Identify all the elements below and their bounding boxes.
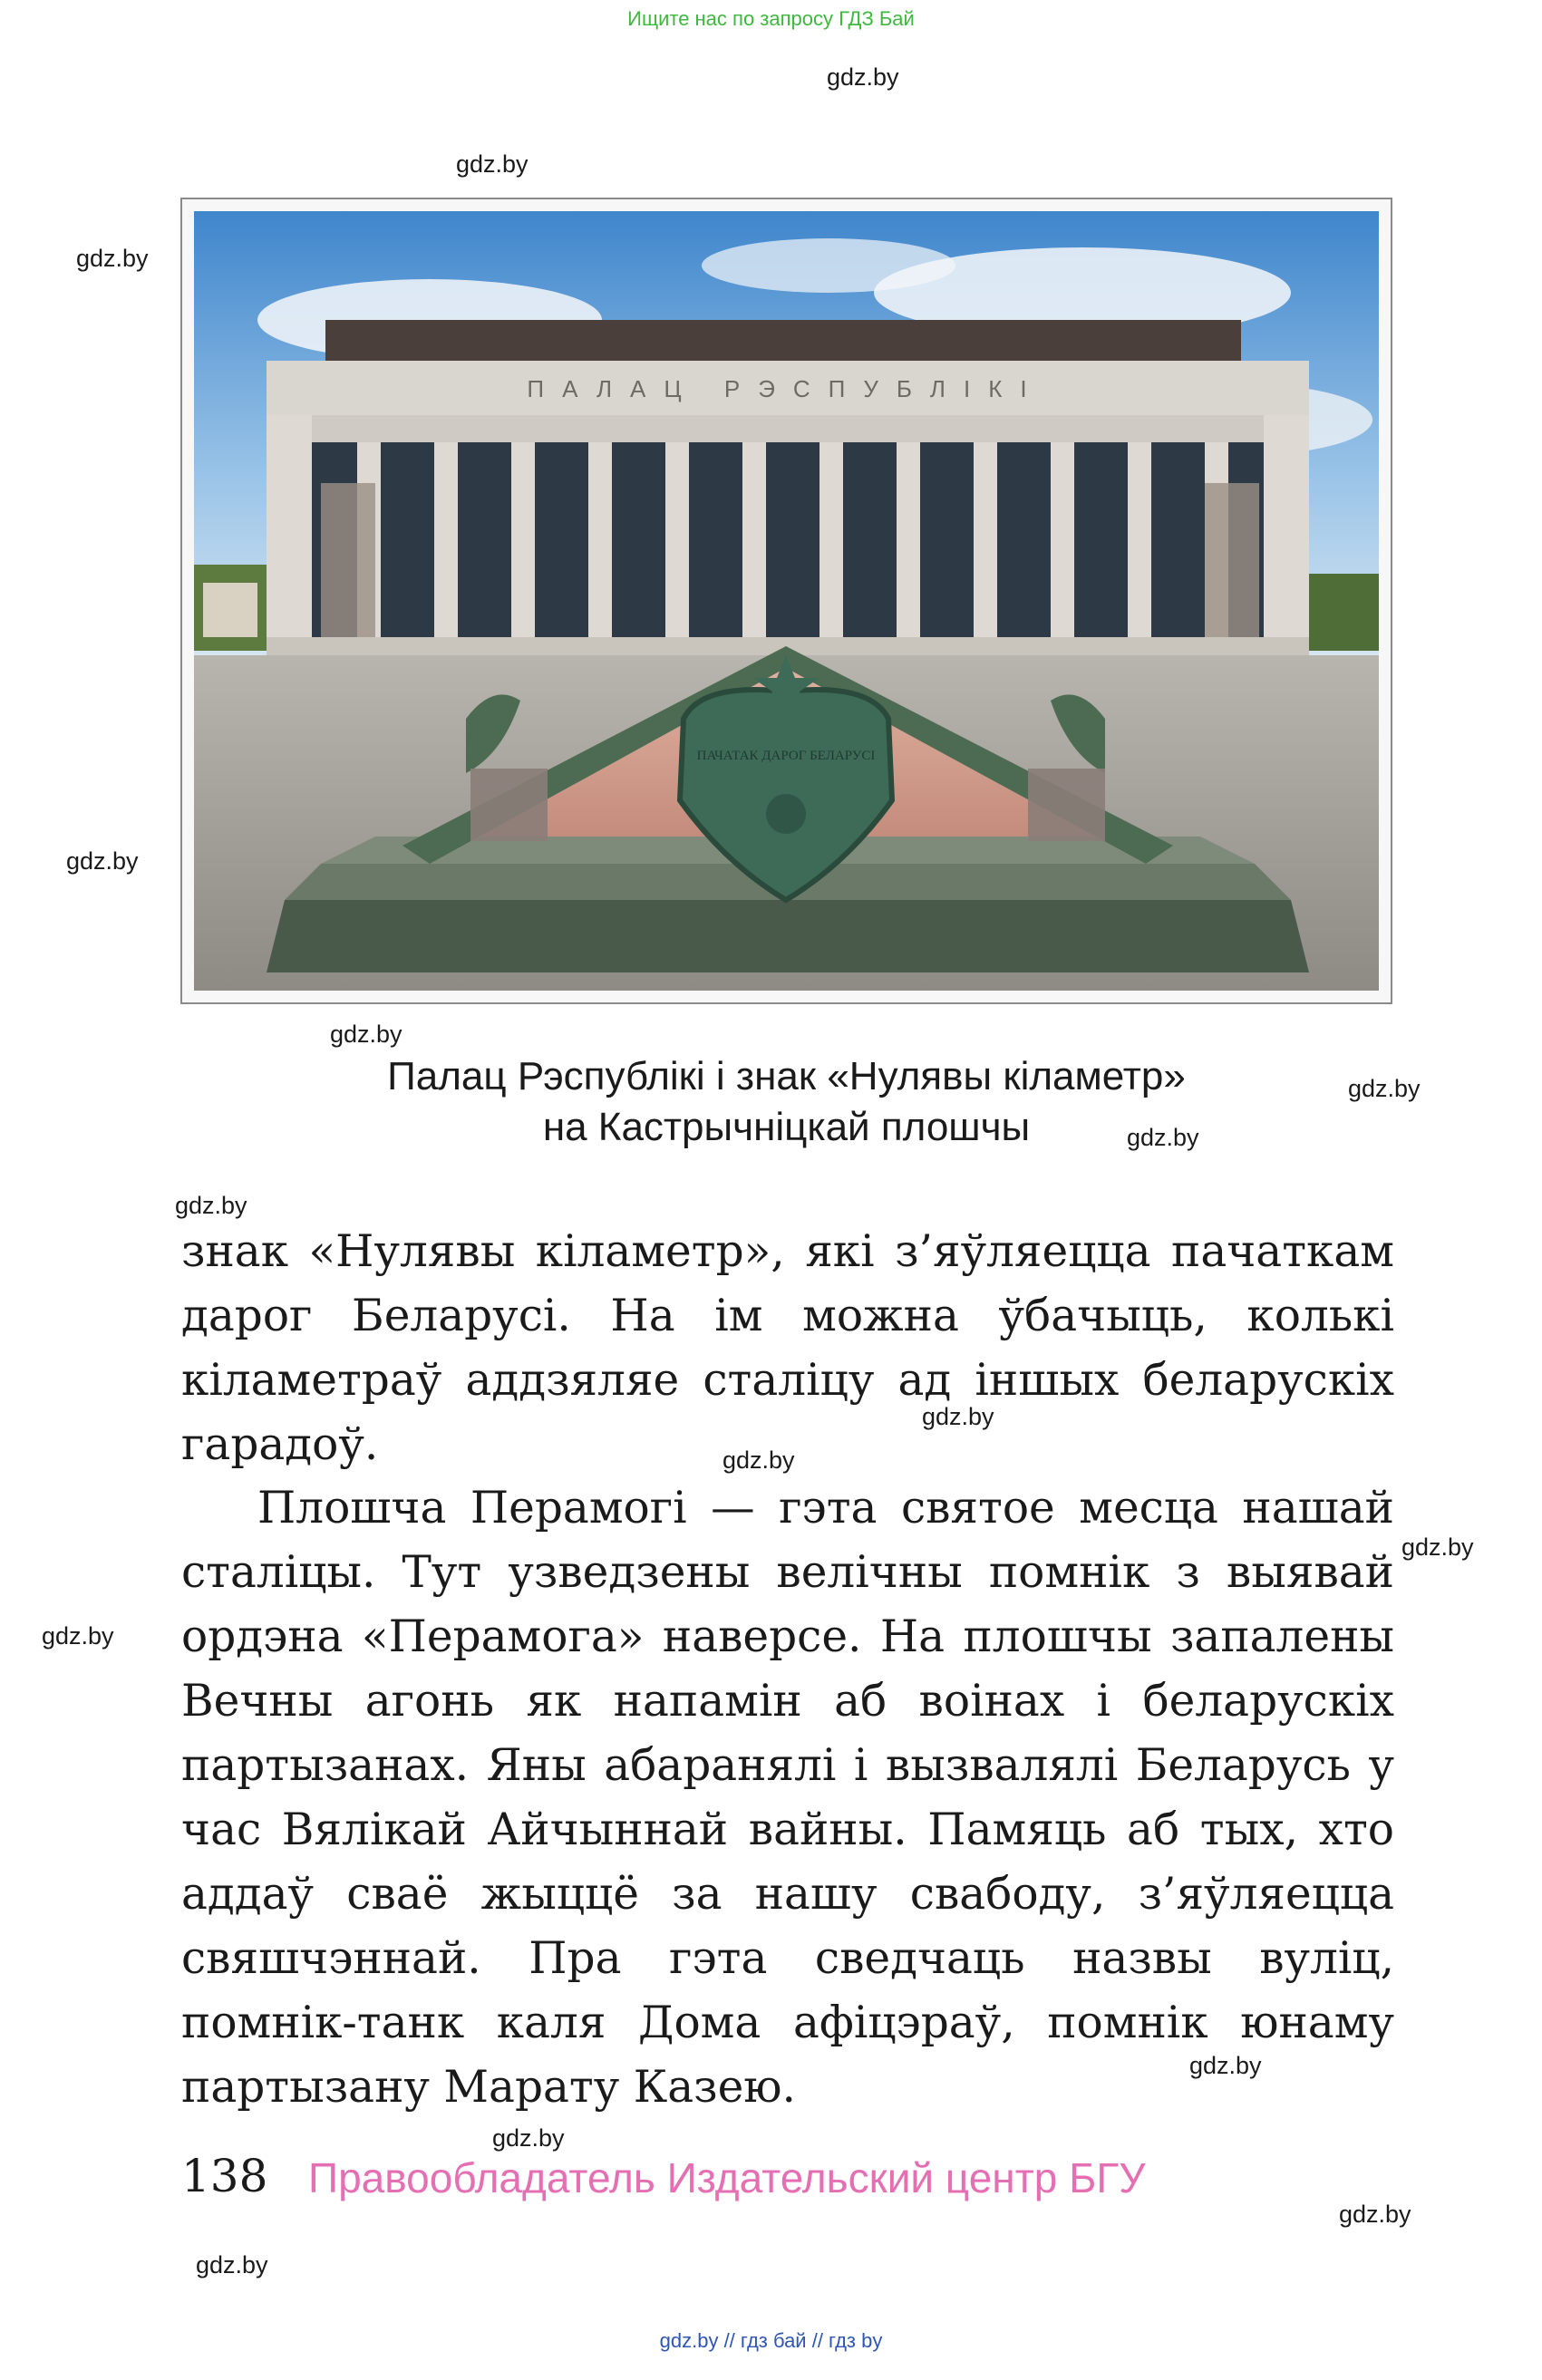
top-banner: Ищите нас по запросу ГДЗ Бай (627, 7, 915, 30)
watermark: gdz.by (196, 2251, 268, 2278)
watermark: gdz.by (42, 1622, 114, 1650)
watermark: gdz.by (76, 245, 149, 272)
plaque-text: ПАЧАТАК ДАРОГ БЕЛАРУСІ (696, 749, 876, 763)
watermark: gdz.by (456, 150, 529, 178)
watermark: gdz.by (1189, 2052, 1262, 2079)
watermark: gdz.by (1339, 2201, 1411, 2228)
paragraph-1: знак «Нулявы кіламетр», які з’яўляецца пачаткам дарог Беларусі. На ім можна ўбачыць, колькі кіламетраў аддзяляе сталіцу ад іншых беларускіх гарадоў. (181, 1226, 1394, 1470)
watermark: gdz.by (922, 1403, 994, 1430)
caption-line-2: на Кастрычніцкай плошчы (542, 1105, 1031, 1149)
watermark: gdz.by (175, 1192, 247, 1219)
watermark: gdz.by (723, 1446, 795, 1474)
watermark: gdz.by (1401, 1533, 1474, 1561)
footer-links[interactable]: gdz.by // гдз бай // гдз by (659, 2329, 883, 2352)
palace-building (267, 320, 1309, 655)
copyright-notice: Правообладатель Издательский центр БГУ (308, 2154, 1146, 2201)
watermark: gdz.by (1127, 1124, 1199, 1151)
watermark: gdz.by (492, 2124, 565, 2152)
photo-caption (180, 1051, 1392, 1153)
facade-inscription: ПАЛАЦ РЭСПУБЛІКІ (527, 375, 1045, 402)
watermark: gdz.by (66, 847, 139, 875)
photo-frame (180, 198, 1392, 1004)
watermark: gdz.by (1348, 1075, 1421, 1102)
watermark: gdz.by (827, 63, 899, 91)
page-number: 138 (181, 2150, 268, 2202)
palace-photo (194, 211, 1379, 991)
paragraph-2: Плошча Перамогі — гэта святое месца нашай сталіцы. Тут узведзены велічны помнік з выявай ордэна «Перамога» наверсе. На плошчы запалены Вечны агонь як напамін аб воінах і беларускіх партызанах. Яны абаранялі і вызвалялі Беларусь у час Вялікай Айчыннай вайны. Памяць аб тых, хто аддаў сваё жыццё за нашу свабоду, з’яўляецца свяшчэннай. Пра гэта сведчаць назвы вуліц, помнік-танк каля Дома афіцэраў, помнік юнаму партызану Марату Казею. (181, 1483, 1394, 2113)
watermark: gdz.by (330, 1021, 402, 1048)
caption-line-1: Палац Рэспублікі і знак «Нулявы кіламетр» (387, 1054, 1186, 1098)
cloud (702, 238, 955, 293)
